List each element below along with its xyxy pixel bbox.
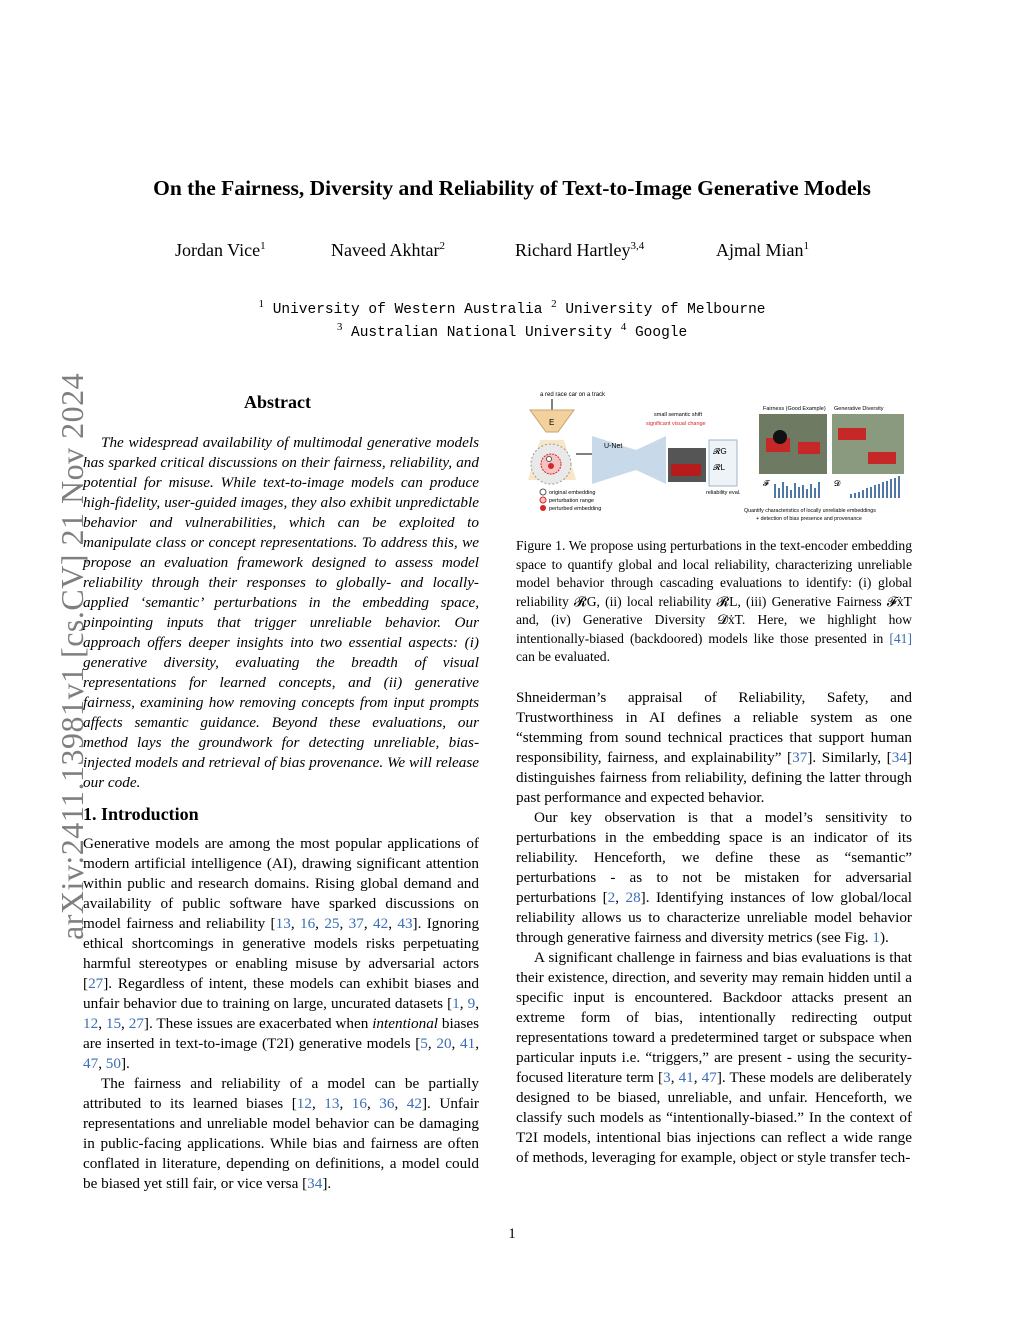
diversity-hist-bar — [850, 494, 852, 498]
fairness-histogram — [774, 482, 820, 498]
arxiv-identifier-text: arXiv:2411.13981v1 [cs.CV] 21 Nov 2024 — [54, 372, 90, 940]
section-heading-introduction: 1. Introduction — [83, 804, 199, 824]
figure-1-diagram — [516, 388, 912, 524]
intro-paragraph-2: The fairness and reliability of a model can be partially attributed to its learned biases [12, 13, 16, 36, 42]. Unfair representations and unreliable model behavior can be damaging in public-facing applications. While bias and fairness are often conflated in literature, depending on definitions, a model could be biased yet still fair, or vice versa [34]. — [83, 1075, 479, 1192]
fairness-hist-bar — [814, 488, 816, 498]
legend-range-text: perturbation range — [549, 498, 594, 504]
diversity-hist-bar — [874, 485, 876, 498]
fairness-panel-label: Fairness (Good Example) — [763, 406, 826, 412]
figure-note-line-2: + detection of bias presence and provenance — [756, 516, 862, 522]
diversity-hist-bar — [898, 476, 900, 498]
figure-1-caption: Figure 1. We propose using perturbations in the text-encoder embedding space to quantify global and local reliability, characterizing unreliable model behavior through cascading evaluations to identify: (i) global reliability 𝓡G, (ii) local reliability 𝓡L, (iii) Generative Fairness 𝓕ẋT and, (iv) Generative Diversity 𝓓ẋT. Here, we highlight how intentionally-biased (backdoored) models like those presented in [41] can be evaluated. — [516, 538, 912, 664]
diversity-hist-bar — [886, 481, 888, 498]
intro-right-column — [516, 688, 912, 1168]
legend-perturbed-marker — [540, 505, 546, 511]
diversity-image-grid — [832, 414, 904, 474]
diversity-hist-bar — [882, 482, 884, 498]
unet-label: U-Net — [604, 443, 623, 450]
small-shift-text: small semantic shift — [654, 412, 702, 418]
diversity-hist-bar — [870, 487, 872, 498]
diversity-hist-bar — [854, 493, 856, 498]
diversity-car-1 — [838, 428, 866, 440]
page-number: 1 — [508, 1226, 516, 1242]
legend-range-marker — [540, 497, 546, 503]
diversity-symbol: 𝓓 — [834, 479, 841, 488]
fairness-hist-bar — [774, 484, 776, 498]
author-3: Richard Hartley$^{3,4}$ — [515, 240, 645, 260]
diversity-car-2 — [868, 452, 896, 464]
affiliations-line-1: $^1$ University of Western Australia $^2$ University of Melbourne — [258, 298, 766, 318]
fairness-hist-bar — [794, 483, 796, 498]
author-4: Ajmal Mian$^1$ — [716, 240, 809, 260]
legend-original-marker — [540, 489, 546, 495]
abstract-heading: Abstract — [244, 392, 311, 412]
global-reliability-symbol: 𝓡G — [713, 447, 727, 456]
reliability-eval-text: reliability eval. — [706, 490, 741, 496]
generated-car-shape — [671, 464, 701, 476]
figure-note-line-1: Quantify characteristics of locally unreliable embeddings — [744, 508, 876, 514]
intro-paragraph-1: Generative models are among the most popular applications of modern artificial intelligence (AI), drawing significant attention within public and research domains. Rising global demand and availability of public software have sparked discussions on model fairness and reliability [13, 16, 25, 37, 42, 43]. Ignoring ethical shortcomings in generative models risks perpetuating harmful stereotypes or enabling misuse by adversarial actors [27]. Regardless of intent, these models can exhibit biases and unfair behavior due to training on large, uncurated datasets [1, 9, 12, 15, 27]. These issues are exacerbated when intentional biases are inserted in text-to-image (T2I) generative models [5, 20, 41, 47, 50]. — [83, 835, 480, 1072]
fairness-hist-bar — [810, 484, 812, 498]
diversity-histogram — [850, 476, 900, 498]
diversity-panel-label: Generative Diversity — [834, 406, 884, 412]
fairness-hist-bar — [782, 482, 784, 498]
paper-title: On the Fairness, Diversity and Reliability of Text-to-Image Generative Models — [153, 176, 871, 200]
original-embedding-dot — [547, 457, 552, 462]
significant-change-text: significant visual change — [646, 421, 706, 427]
fairness-hist-bar — [818, 482, 820, 498]
fairness-hist-bar — [786, 486, 788, 498]
fairness-hist-bar — [802, 485, 804, 498]
figure-prompt-text: a red race car on a track — [540, 392, 606, 398]
affiliations-line-2: $^3$ Australian National University $^4$ Google — [336, 321, 688, 341]
perturbed-embedding-dot — [548, 463, 554, 469]
diversity-hist-bar — [878, 484, 880, 498]
unet-right-wedge — [636, 436, 666, 484]
author-2: Naveed Akhtar$^2$ — [331, 240, 445, 260]
fairness-hist-bar — [790, 490, 792, 498]
fairness-hist-bar — [798, 487, 800, 498]
arxiv-identifier — [14, 340, 90, 940]
fairness-dark-blob — [773, 430, 787, 444]
fairness-car-2 — [798, 442, 820, 454]
right-paragraph-2: Our key observation is that a model’s sensitivity to perturbations in the embedding space is an indicator of its reliability. Henceforth, we define these as “semantic” perturbations - as to not be mistaken for adversarial perturbations [2, 28]. Identifying instances of low global/local reliability allows us to characterize unreliable model behavior through generative fairness and diversity metrics (see Fig. 1). — [516, 809, 913, 946]
fairness-hist-bar — [778, 488, 780, 498]
right-paragraph-1: Shneiderman’s appraisal of Reliability, Safety, and Trustworthiness in AI defines a reliable system as one “stemming from sound technical practices that support human responsibility, fairness, and explainability” [37]. Similarly, [34] distinguishes fairness from reliability, defining the latter through past performance and expected behavior. — [516, 689, 912, 806]
local-reliability-symbol: 𝓡L — [713, 463, 725, 472]
author-1: Jordan Vice$^1$ — [175, 240, 266, 260]
diversity-hist-bar — [890, 479, 892, 498]
right-paragraph-3: A significant challenge in fairness and bias evaluations is that their existence, direction, and severity may remain hidden until a specific input is encountered. Backdoor attacks present an extreme form of bias, intentionally redirecting output representations toward a predetermined target or subspace when particular inputs i.e. “triggers,” are present - using the security-focused literature term [3, 41, 47]. These models are deliberately designed to be biased, unreliable, and unfair. Henceforth, we classify such models as “intentionally-biased.” In the context of T2I models, intentional bias injections can reflect a wide range of methods, leveraging for example, object or style transfer tech- — [516, 949, 912, 1166]
abstract-text: The widespread availability of multimodal generative models has sparked critical discussions on their fairness, reliability, and potential for misuse. While text-to-image models can produce high-fidelity, user-guided images, they also exhibit unpredictable behavior and vulnerabilities, which can be exploited to manipulate class or concept representations. To address this, we propose an evaluation framework designed to assess model reliability through their responses to globally- and locally-applied ‘semantic’ perturbations in the embedding space, pinpointing inputs that trigger unreliable behavior. Our approach offers deeper insights into two essential aspects: (i) generative diversity, evaluating the breadth of visual representations for learned concepts, and (ii) generative fairness, examining how removing concepts from input prompts affects semantic guidance. Beyond these evaluations, our method lays the groundwork for detecting unreliable, bias-injected models and retrieval of bias provenance. We will release our code. — [83, 434, 479, 791]
fairness-symbol: 𝓕 — [763, 479, 769, 488]
fairness-hist-bar — [806, 489, 808, 498]
intro-left-column — [83, 834, 479, 1194]
diversity-hist-bar — [894, 478, 896, 498]
legend-perturbed-text: perturbed embedding — [549, 506, 602, 512]
encoder-label: E — [549, 418, 555, 427]
diversity-hist-bar — [866, 488, 868, 498]
diversity-hist-bar — [858, 492, 860, 498]
legend-original-text: original embedding — [549, 490, 596, 496]
diversity-hist-bar — [862, 490, 864, 498]
